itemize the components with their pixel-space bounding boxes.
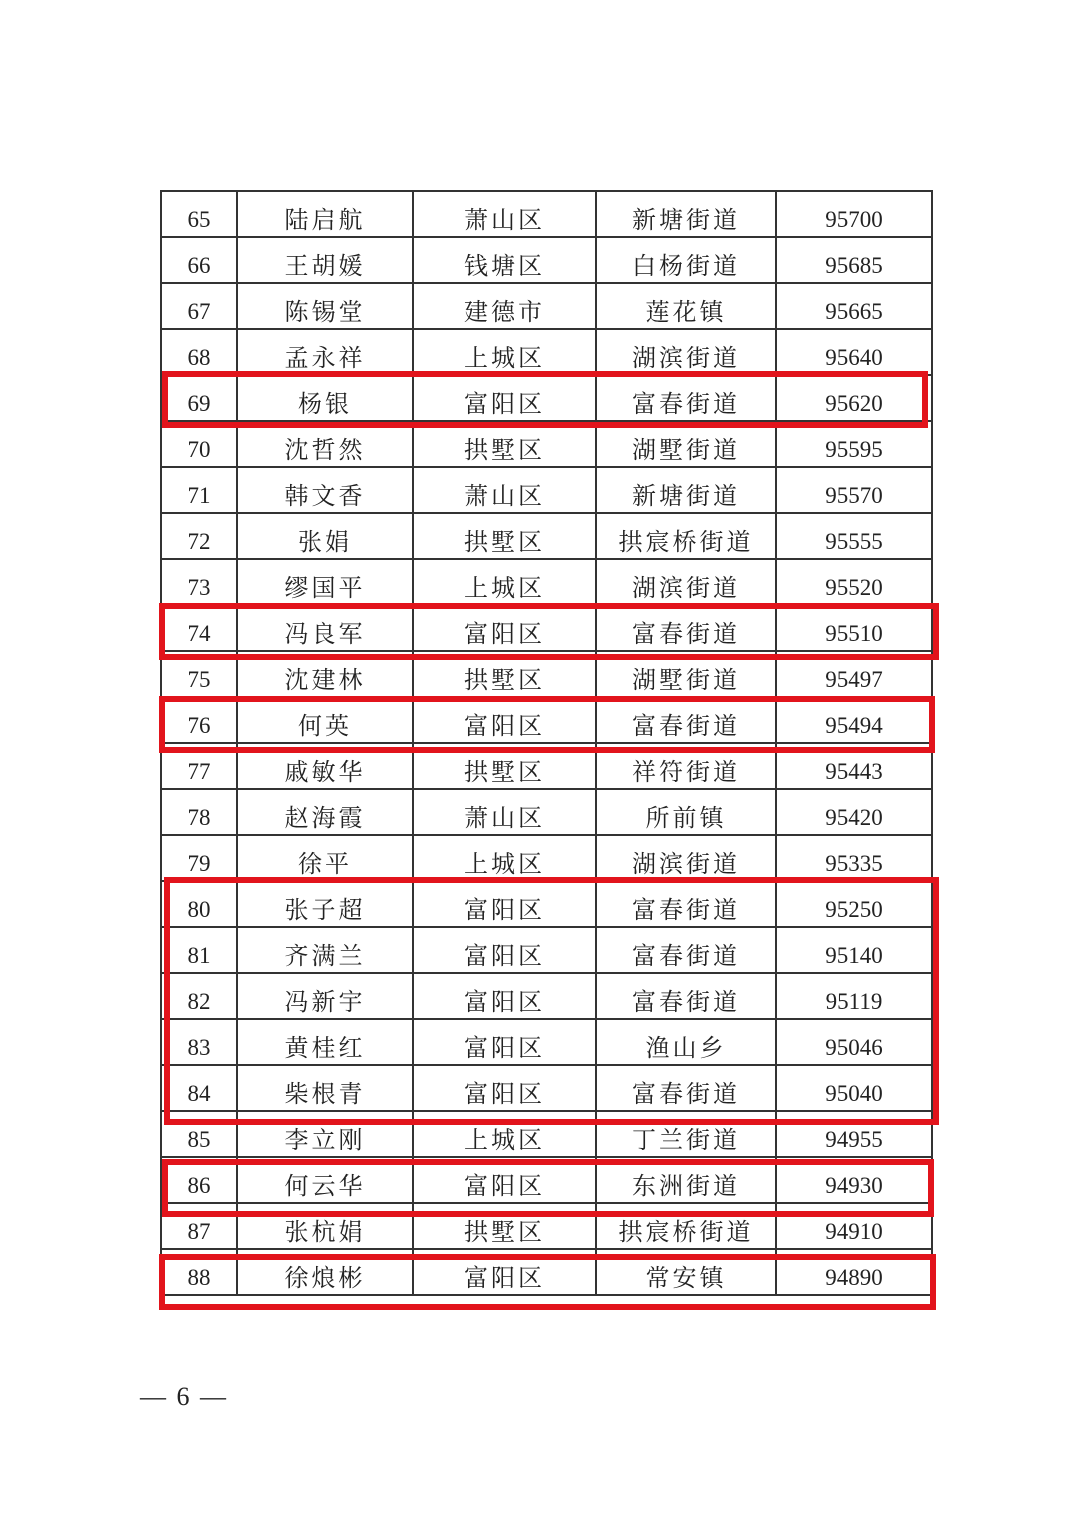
- table-row: [161, 881, 932, 927]
- name-cell: 冯良军: [237, 605, 413, 651]
- table-row: [161, 1157, 932, 1203]
- rank-cell: 70: [161, 421, 237, 467]
- ranking-table-container: [160, 190, 931, 1296]
- score-cell: 94890: [776, 1249, 932, 1295]
- rank-cell: 80: [161, 881, 237, 927]
- name-cell: 赵海霞: [237, 789, 413, 835]
- page-number: — 6 —: [140, 1382, 228, 1411]
- district-cell: 上城区: [413, 559, 596, 605]
- name-cell: 何云华: [237, 1157, 413, 1203]
- district-cell: 萧山区: [413, 467, 596, 513]
- name-cell: 缪国平: [237, 559, 413, 605]
- table-row: [161, 1203, 932, 1249]
- district-cell: 上城区: [413, 835, 596, 881]
- district-cell: 富阳区: [413, 605, 596, 651]
- rank-cell: 68: [161, 329, 237, 375]
- street-cell: 湖滨街道: [596, 329, 776, 375]
- table-row: [161, 513, 932, 559]
- name-cell: 沈建林: [237, 651, 413, 697]
- name-cell: 戚敏华: [237, 743, 413, 789]
- rank-cell: 82: [161, 973, 237, 1019]
- table-row: [161, 743, 932, 789]
- district-cell: 建德市: [413, 283, 596, 329]
- table-row: [161, 835, 932, 881]
- rank-cell: 72: [161, 513, 237, 559]
- table-row: [161, 697, 932, 743]
- street-cell: 富春街道: [596, 881, 776, 927]
- street-cell: 白杨街道: [596, 237, 776, 283]
- rank-cell: 67: [161, 283, 237, 329]
- name-cell: 孟永祥: [237, 329, 413, 375]
- rank-cell: 85: [161, 1111, 237, 1157]
- name-cell: 黄桂红: [237, 1019, 413, 1065]
- score-cell: 95443: [776, 743, 932, 789]
- street-cell: 富春街道: [596, 605, 776, 651]
- district-cell: 拱墅区: [413, 1203, 596, 1249]
- district-cell: 富阳区: [413, 1249, 596, 1295]
- score-cell: 95700: [776, 191, 932, 237]
- street-cell: 富春街道: [596, 1065, 776, 1111]
- name-cell: 杨银: [237, 375, 413, 421]
- score-cell: 95570: [776, 467, 932, 513]
- table-row: [161, 329, 932, 375]
- table-row: [161, 651, 932, 697]
- table-row: [161, 927, 932, 973]
- score-cell: 95420: [776, 789, 932, 835]
- street-cell: 新塘街道: [596, 467, 776, 513]
- score-cell: 94930: [776, 1157, 932, 1203]
- name-cell: 张子超: [237, 881, 413, 927]
- rank-cell: 88: [161, 1249, 237, 1295]
- rank-cell: 78: [161, 789, 237, 835]
- street-cell: 富春街道: [596, 697, 776, 743]
- score-cell: 95140: [776, 927, 932, 973]
- table-row: [161, 1111, 932, 1157]
- rank-cell: 73: [161, 559, 237, 605]
- district-cell: 富阳区: [413, 375, 596, 421]
- table-row: [161, 973, 932, 1019]
- street-cell: 所前镇: [596, 789, 776, 835]
- street-cell: 丁兰街道: [596, 1111, 776, 1157]
- district-cell: 萧山区: [413, 191, 596, 237]
- score-cell: 95510: [776, 605, 932, 651]
- rank-cell: 65: [161, 191, 237, 237]
- score-cell: 95335: [776, 835, 932, 881]
- score-cell: 95046: [776, 1019, 932, 1065]
- street-cell: 拱宸桥街道: [596, 1203, 776, 1249]
- table-row: [161, 237, 932, 283]
- score-cell: 94955: [776, 1111, 932, 1157]
- ranking-table: [160, 190, 933, 1296]
- score-cell: 95497: [776, 651, 932, 697]
- name-cell: 沈哲然: [237, 421, 413, 467]
- district-cell: 钱塘区: [413, 237, 596, 283]
- district-cell: 富阳区: [413, 1065, 596, 1111]
- score-cell: 95665: [776, 283, 932, 329]
- table-row: [161, 467, 932, 513]
- score-cell: 95520: [776, 559, 932, 605]
- district-cell: 富阳区: [413, 1157, 596, 1203]
- rank-cell: 66: [161, 237, 237, 283]
- district-cell: 富阳区: [413, 881, 596, 927]
- score-cell: 95685: [776, 237, 932, 283]
- score-cell: 95040: [776, 1065, 932, 1111]
- rank-cell: 86: [161, 1157, 237, 1203]
- street-cell: 新塘街道: [596, 191, 776, 237]
- table-row: [161, 191, 932, 237]
- street-cell: 富春街道: [596, 927, 776, 973]
- name-cell: 李立刚: [237, 1111, 413, 1157]
- name-cell: 陈锡堂: [237, 283, 413, 329]
- rank-cell: 71: [161, 467, 237, 513]
- rank-cell: 77: [161, 743, 237, 789]
- table-row: [161, 559, 932, 605]
- name-cell: 柴根青: [237, 1065, 413, 1111]
- district-cell: 上城区: [413, 1111, 596, 1157]
- ranking-table-body: [161, 191, 932, 1295]
- street-cell: 富春街道: [596, 973, 776, 1019]
- rank-cell: 76: [161, 697, 237, 743]
- street-cell: 湖墅街道: [596, 651, 776, 697]
- street-cell: 祥符街道: [596, 743, 776, 789]
- name-cell: 王胡媛: [237, 237, 413, 283]
- table-row: [161, 1065, 932, 1111]
- street-cell: 湖滨街道: [596, 835, 776, 881]
- district-cell: 富阳区: [413, 973, 596, 1019]
- rank-cell: 83: [161, 1019, 237, 1065]
- table-row: [161, 375, 932, 421]
- table-row: [161, 789, 932, 835]
- score-cell: 95119: [776, 973, 932, 1019]
- rank-cell: 87: [161, 1203, 237, 1249]
- rank-cell: 81: [161, 927, 237, 973]
- street-cell: 渔山乡: [596, 1019, 776, 1065]
- street-cell: 常安镇: [596, 1249, 776, 1295]
- district-cell: 拱墅区: [413, 421, 596, 467]
- rank-cell: 79: [161, 835, 237, 881]
- district-cell: 富阳区: [413, 1019, 596, 1065]
- name-cell: 韩文香: [237, 467, 413, 513]
- score-cell: 95640: [776, 329, 932, 375]
- district-cell: 拱墅区: [413, 743, 596, 789]
- name-cell: 陆启航: [237, 191, 413, 237]
- district-cell: 萧山区: [413, 789, 596, 835]
- score-cell: 95494: [776, 697, 932, 743]
- table-row: [161, 1019, 932, 1065]
- name-cell: 齐满兰: [237, 927, 413, 973]
- street-cell: 东洲街道: [596, 1157, 776, 1203]
- name-cell: 何英: [237, 697, 413, 743]
- score-cell: 95620: [776, 375, 932, 421]
- district-cell: 富阳区: [413, 927, 596, 973]
- district-cell: 上城区: [413, 329, 596, 375]
- table-row: [161, 421, 932, 467]
- street-cell: 湖滨街道: [596, 559, 776, 605]
- district-cell: 拱墅区: [413, 651, 596, 697]
- street-cell: 富春街道: [596, 375, 776, 421]
- name-cell: 徐平: [237, 835, 413, 881]
- name-cell: 张娟: [237, 513, 413, 559]
- table-row: [161, 283, 932, 329]
- street-cell: 莲花镇: [596, 283, 776, 329]
- score-cell: 94910: [776, 1203, 932, 1249]
- street-cell: 拱宸桥街道: [596, 513, 776, 559]
- rank-cell: 75: [161, 651, 237, 697]
- street-cell: 湖墅街道: [596, 421, 776, 467]
- score-cell: 95250: [776, 881, 932, 927]
- name-cell: 冯新宇: [237, 973, 413, 1019]
- rank-cell: 84: [161, 1065, 237, 1111]
- name-cell: 徐烺彬: [237, 1249, 413, 1295]
- table-row: [161, 1249, 932, 1295]
- score-cell: 95595: [776, 421, 932, 467]
- score-cell: 95555: [776, 513, 932, 559]
- district-cell: 富阳区: [413, 697, 596, 743]
- rank-cell: 74: [161, 605, 237, 651]
- district-cell: 拱墅区: [413, 513, 596, 559]
- table-row: [161, 605, 932, 651]
- rank-cell: 69: [161, 375, 237, 421]
- name-cell: 张杭娟: [237, 1203, 413, 1249]
